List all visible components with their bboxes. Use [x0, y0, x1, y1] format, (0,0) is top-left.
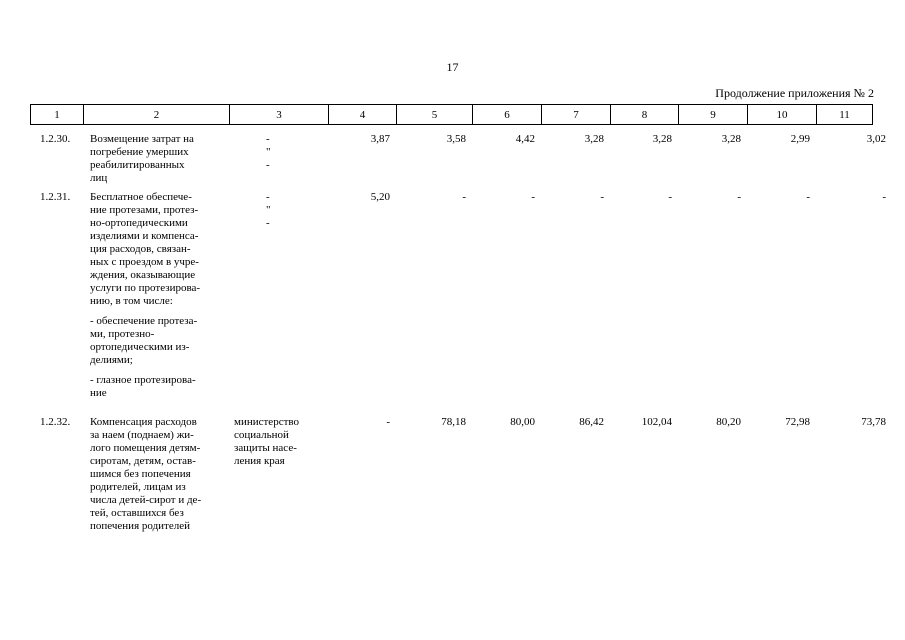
cell-col7: -: [600, 191, 604, 203]
cell-col5: 3,58: [446, 133, 466, 145]
subitem: - обеспечение протеза- ми, протезно- ортопедическими из- делиями;: [90, 315, 198, 366]
row-code: 1.2.30.: [40, 133, 71, 145]
page-number: 17: [446, 60, 459, 74]
cell-col8: 102,04: [641, 416, 672, 428]
cell-col7: 3,28: [584, 133, 604, 145]
column-header: 6: [472, 104, 541, 125]
table-header-row: [30, 104, 873, 125]
cell-col5: -: [462, 191, 466, 203]
column-header: 8: [610, 104, 678, 125]
column-header: 3: [229, 104, 328, 125]
continuation-label: Продолжение приложения № 2: [715, 86, 874, 100]
cell-col10: 72,98: [785, 416, 810, 428]
row-name: Возмещение затрат на погребение умерших реабилитированных лиц: [90, 133, 194, 184]
cell-col5: 78,18: [441, 416, 466, 428]
column-header: 11: [816, 104, 873, 125]
row-executor: министерство социальной защиты насе- ления края: [234, 416, 300, 467]
cell-col8: 3,28: [652, 133, 672, 145]
column-header: 9: [678, 104, 747, 125]
cell-col4: 5,20: [370, 191, 390, 203]
column-header: 7: [541, 104, 610, 125]
cell-col9: -: [737, 191, 741, 203]
cell-col4: -: [386, 416, 390, 428]
cell-col9: 3,28: [721, 133, 741, 145]
row-ditto: - " -: [266, 133, 271, 171]
cell-col10: 2,99: [790, 133, 810, 145]
row-name: Компенсация расходов за наем (поднаем) жи- лого помещения детям- сиротам, детям, остав- шимся без попечения родителей, лицам из числа детей-сирот и де- тей, оставшихся без попечения родителей: [90, 416, 202, 532]
cell-col9: 80,20: [716, 416, 741, 428]
subitem: - глазное протезирова- ние: [90, 374, 196, 399]
row-code: 1.2.31.: [40, 191, 71, 203]
row-name: Бесплатное обеспече- ние протезами, протез- но-ортопедическими изделиями и компенса- ция расходов, связан- ных с проездом в учре- ждения, оказывающие услуги по протезирова- нию, в том числе: - обеспечение протеза- ми, протезно- ортопедическими из- делиями; - глазное протезирова- ние: [90, 191, 230, 400]
cell-col8: -: [668, 191, 672, 203]
cell-col6: 80,00: [510, 416, 535, 428]
cell-col6: 4,42: [515, 133, 535, 145]
cell-col4: 3,87: [370, 133, 390, 145]
cell-col11: 3,02: [866, 133, 886, 145]
column-header: 1: [30, 104, 83, 125]
cell-col11: -: [882, 191, 886, 203]
cell-col6: -: [531, 191, 535, 203]
cell-col7: 86,42: [579, 416, 604, 428]
column-header: 2: [83, 104, 229, 125]
column-header: 4: [328, 104, 396, 125]
row-code: 1.2.32.: [40, 416, 71, 428]
column-header: 10: [747, 104, 816, 125]
cell-col10: -: [806, 191, 810, 203]
row-ditto: - " -: [266, 191, 271, 229]
cell-col11: 73,78: [861, 416, 886, 428]
column-header: 5: [396, 104, 472, 125]
